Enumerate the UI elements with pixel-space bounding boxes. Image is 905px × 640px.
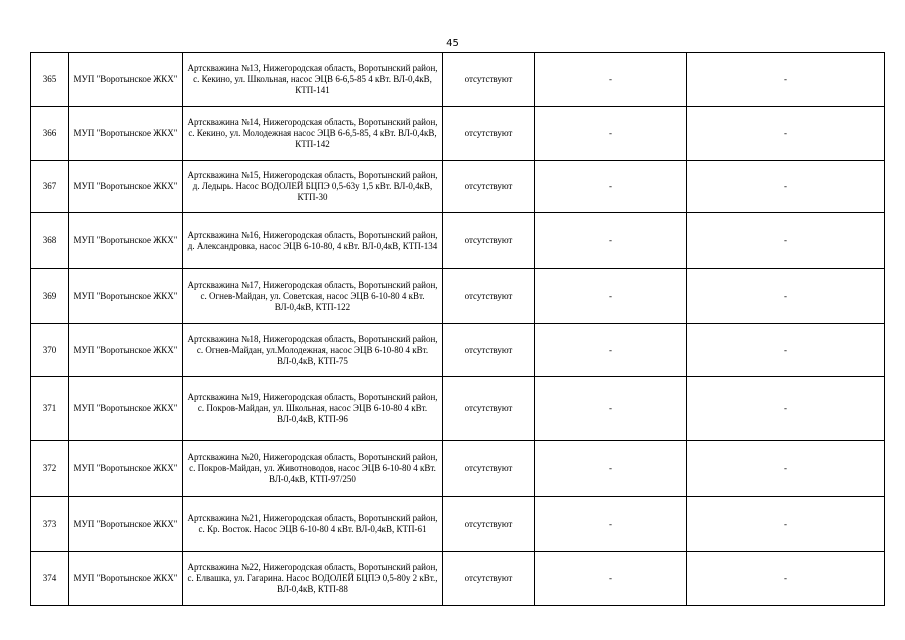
status-cell: отсутствуют — [443, 377, 535, 441]
table-row — [31, 552, 885, 606]
status-cell: отсутствуют — [443, 552, 535, 606]
table-row — [31, 441, 885, 497]
object-description-cell: Артскважина №21, Нижегородская область, Воротынский район, с. Кр. Восток. Насос ЭЦВ 6-10-80 4 кВт. ВЛ-0,4кВ, КТП-61 — [183, 497, 443, 552]
table-row — [31, 269, 885, 324]
table-row — [31, 107, 885, 161]
organization-cell: МУП "Воротынское ЖКХ" — [69, 497, 183, 552]
object-description-cell: Артскважина №17, Нижегородская область, Воротынский район, с. Огнев-Майдан, ул. Советская, насос ЭЦВ 6-10-80 4 кВт. ВЛ-0,4кВ, КТП-122 — [183, 269, 443, 324]
object-description-cell: Артскважина №15, Нижегородская область, Воротынский район, д. Ледырь. Насос ВОДОЛЕЙ БЦПЭ 0,5-63у 1,5 кВт. ВЛ-0,4кВ, КТП-30 — [183, 161, 443, 213]
column-6-cell: - — [687, 213, 885, 269]
table-row — [31, 53, 885, 107]
row-number: 369 — [31, 269, 69, 324]
column-6-cell: - — [687, 552, 885, 606]
column-5-cell: - — [535, 441, 687, 497]
organization-cell: МУП "Воротынское ЖКХ" — [69, 269, 183, 324]
column-5-cell: - — [535, 161, 687, 213]
object-description-cell: Артскважина №16, Нижегородская область, Воротынский район, д. Александровка, насос ЭЦВ 6-10-80, 4 кВт. ВЛ-0,4кВ, КТП-134 — [183, 213, 443, 269]
object-description-cell: Артскважина №14, Нижегородская область, Воротынский район, с. Кекино, ул. Молодежная насос ЭЦВ 6-6,5-85, 4 кВт. ВЛ-0,4кВ, КТП-142 — [183, 107, 443, 161]
column-6-cell: - — [687, 324, 885, 377]
column-6-cell: - — [687, 53, 885, 107]
row-number: 372 — [31, 441, 69, 497]
table-row — [31, 213, 885, 269]
column-5-cell: - — [535, 377, 687, 441]
page-number: 45 — [446, 38, 459, 49]
column-6-cell: - — [687, 377, 885, 441]
row-number: 371 — [31, 377, 69, 441]
object-description-cell: Артскважина №22, Нижегородская область, Воротынский район, с. Елвашка, ул. Гагарина. Насос ВОДОЛЕЙ БЦПЭ 0,5-80у 2 кВт., ВЛ-0,4кВ, КТП-88 — [183, 552, 443, 606]
row-number: 374 — [31, 552, 69, 606]
column-5-cell: - — [535, 213, 687, 269]
status-cell: отсутствуют — [443, 324, 535, 377]
row-number: 365 — [31, 53, 69, 107]
column-5-cell: - — [535, 497, 687, 552]
row-number: 373 — [31, 497, 69, 552]
column-6-cell: - — [687, 441, 885, 497]
organization-cell: МУП "Воротынское ЖКХ" — [69, 53, 183, 107]
column-5-cell: - — [535, 552, 687, 606]
column-5-cell: - — [535, 269, 687, 324]
row-number: 367 — [31, 161, 69, 213]
object-description-cell: Артскважина №13, Нижегородская область, Воротынский район, с. Кекино, ул. Школьная, насос ЭЦВ 6-6,5-85 4 кВт. ВЛ-0,4кВ, КТП-141 — [183, 53, 443, 107]
column-6-cell: - — [687, 269, 885, 324]
organization-cell: МУП "Воротынское ЖКХ" — [69, 213, 183, 269]
column-5-cell: - — [535, 324, 687, 377]
table-row — [31, 161, 885, 213]
table-row — [31, 497, 885, 552]
column-6-cell: - — [687, 161, 885, 213]
status-cell: отсутствуют — [443, 161, 535, 213]
column-5-cell: - — [535, 107, 687, 161]
organization-cell: МУП "Воротынское ЖКХ" — [69, 324, 183, 377]
table-row — [31, 377, 885, 441]
object-description-cell: Артскважина №19, Нижегородская область, Воротынский район, с. Покров-Майдан, ул. Школьная, насос ЭЦВ 6-10-80 4 кВт. ВЛ-0,4кВ, КТП-96 — [183, 377, 443, 441]
column-5-cell: - — [535, 53, 687, 107]
organization-cell: МУП "Воротынское ЖКХ" — [69, 552, 183, 606]
row-number: 370 — [31, 324, 69, 377]
column-6-cell: - — [687, 107, 885, 161]
object-description-cell: Артскважина №20, Нижегородская область, Воротынский район, с. Покров-Майдан, ул. Животноводов, насос ЭЦВ 6-10-80 4 кВт. ВЛ-0,4кВ, КТП-97/250 — [183, 441, 443, 497]
status-cell: отсутствуют — [443, 497, 535, 552]
status-cell: отсутствуют — [443, 269, 535, 324]
object-description-cell: Артскважина №18, Нижегородская область, Воротынский район, с. Огнев-Майдан, ул.Молодежная, насос ЭЦВ 6-10-80 4 кВт. ВЛ-0,4кВ, КТП-75 — [183, 324, 443, 377]
status-cell: отсутствуют — [443, 441, 535, 497]
row-number: 368 — [31, 213, 69, 269]
status-cell: отсутствуют — [443, 213, 535, 269]
status-cell: отсутствуют — [443, 107, 535, 161]
row-number: 366 — [31, 107, 69, 161]
organization-cell: МУП "Воротынское ЖКХ" — [69, 441, 183, 497]
column-6-cell: - — [687, 497, 885, 552]
organization-cell: МУП "Воротынское ЖКХ" — [69, 107, 183, 161]
organization-cell: МУП "Воротынское ЖКХ" — [69, 377, 183, 441]
status-cell: отсутствуют — [443, 53, 535, 107]
table-row — [31, 324, 885, 377]
registry-table — [30, 52, 885, 606]
organization-cell: МУП "Воротынское ЖКХ" — [69, 161, 183, 213]
